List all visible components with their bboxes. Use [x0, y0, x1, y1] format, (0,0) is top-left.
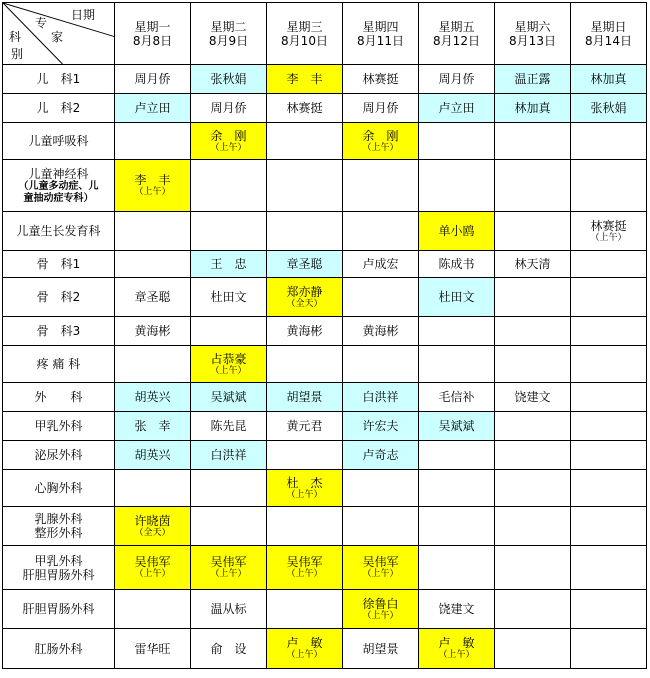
table-row [3, 123, 647, 160]
doctor-cell [267, 412, 343, 441]
doctor-name: 余 刚 [210, 128, 247, 143]
doctor-cell [343, 546, 419, 590]
doctor-cell [191, 441, 267, 470]
department-name: 肝胆胃肠外科 [22, 602, 95, 616]
empty-cell [495, 590, 571, 629]
empty-cell [191, 160, 267, 212]
doctor-name: 林天清 [514, 257, 551, 271]
date-label: 8月14日 [585, 33, 632, 48]
session-label: （全天） [134, 527, 171, 538]
doctor-name: 林赛挺 [286, 101, 323, 115]
table-row [3, 629, 647, 669]
doctor-name: 章圣聪 [286, 257, 323, 271]
empty-cell [419, 346, 495, 383]
doctor-name: 余 刚 [362, 128, 399, 143]
department-name: 儿 科2 [36, 101, 81, 115]
date-label: 8月11日 [357, 33, 404, 48]
doctor-name: 黄海彬 [362, 324, 399, 338]
session-label: （上午） [286, 650, 323, 660]
session-label: （上午） [362, 610, 399, 621]
department-name: 儿童神经科 [28, 166, 89, 181]
department-cell [3, 251, 115, 278]
empty-cell [267, 441, 343, 470]
doctor-name: 王 忠 [210, 257, 247, 271]
corner-expert-label-1: 专 [35, 16, 48, 30]
doctor-name: 吴斌斌 [210, 390, 247, 404]
empty-cell [495, 317, 571, 346]
doctor-cell [191, 412, 267, 441]
empty-cell [419, 546, 495, 590]
department-name: 儿童生长发育科 [16, 224, 101, 238]
department-name: 肛肠外科 [34, 641, 83, 656]
doctor-cell [343, 251, 419, 278]
doctor-name: 张秋娟 [590, 101, 627, 115]
doctor-name: 卢立田 [438, 101, 475, 115]
doctor-name: 雷华旺 [134, 641, 171, 656]
empty-cell [267, 507, 343, 546]
doctor-name: 林赛挺 [590, 218, 627, 233]
doctor-cell [495, 65, 571, 94]
doctor-name: 白洪祥 [210, 448, 247, 462]
session-label: （上午） [134, 187, 171, 197]
doctor-name: 陈先昆 [210, 419, 247, 433]
department-cell [3, 412, 115, 441]
corner-header [3, 3, 115, 65]
doctor-cell [191, 629, 267, 669]
doctor-name: 陈成书 [438, 257, 475, 271]
department-name: 泌尿外科 [34, 448, 83, 462]
schedule-body [3, 65, 647, 669]
doctor-cell [267, 65, 343, 94]
doctor-cell [419, 383, 495, 412]
doctor-cell [115, 278, 191, 317]
empty-cell [571, 346, 647, 383]
empty-cell [191, 470, 267, 507]
doctor-cell [343, 383, 419, 412]
corner-date-label: 日期 [71, 8, 96, 22]
doctor-cell [267, 94, 343, 123]
department-cell [3, 546, 115, 590]
doctor-name: 周月侨 [134, 72, 171, 86]
doctor-name: 卢 敏 [438, 636, 475, 650]
empty-cell [495, 546, 571, 590]
empty-cell [571, 629, 647, 669]
weekday-label: 星期日 [590, 19, 627, 34]
table-row [3, 251, 647, 278]
doctor-name: 吴伟军 [362, 555, 399, 569]
day-header [343, 3, 419, 65]
date-label: 8月13日 [509, 33, 556, 48]
doctor-cell [191, 94, 267, 123]
doctor-name: 卢成宏 [362, 257, 399, 271]
session-label: （上午） [134, 569, 171, 579]
date-label: 8月10日 [281, 33, 328, 48]
doctor-name: 林加真 [514, 101, 551, 115]
corner-expert-label-2: 家 [51, 30, 64, 44]
department-name: 骨 科3 [36, 324, 81, 338]
doctor-cell [115, 94, 191, 123]
department-cell [3, 123, 115, 160]
doctor-name: 李 丰 [286, 72, 323, 86]
department-subtitle: （儿童多动症、儿 [18, 180, 99, 192]
empty-cell [115, 470, 191, 507]
doctor-cell [191, 278, 267, 317]
doctor-cell [267, 317, 343, 346]
empty-cell [495, 160, 571, 212]
doctor-cell [419, 251, 495, 278]
doctor-name: 林赛挺 [362, 72, 399, 86]
empty-cell [571, 160, 647, 212]
session-label: （全天） [286, 298, 323, 309]
department-cell [3, 383, 115, 412]
doctor-name: 徐鲁白 [362, 596, 399, 611]
session-label: （上午） [210, 365, 247, 376]
corner-dept-label-1: 科 [9, 30, 22, 44]
empty-cell [495, 507, 571, 546]
doctor-name: 许宏夫 [362, 419, 399, 433]
department-name: 儿童呼吸科 [28, 134, 89, 148]
department-cell [3, 507, 115, 546]
doctor-name: 黄海彬 [286, 324, 323, 338]
empty-cell [191, 317, 267, 346]
doctor-name: 胡英兴 [134, 390, 171, 404]
doctor-name: 温正露 [514, 72, 551, 86]
empty-cell [571, 123, 647, 160]
doctor-cell [115, 629, 191, 669]
doctor-cell [571, 65, 647, 94]
session-label: （上午） [590, 232, 627, 243]
table-row [3, 346, 647, 383]
date-label: 8月8日 [132, 33, 173, 48]
doctor-name: 杜田文 [438, 290, 475, 304]
empty-cell [115, 590, 191, 629]
department-cell [3, 470, 115, 507]
table-row [3, 65, 647, 94]
empty-cell [267, 590, 343, 629]
doctor-cell [343, 629, 419, 669]
doctor-cell [343, 94, 419, 123]
empty-cell [419, 441, 495, 470]
table-row [3, 278, 647, 317]
day-header [191, 3, 267, 65]
doctor-cell [495, 251, 571, 278]
doctor-cell [343, 441, 419, 470]
empty-cell [571, 470, 647, 507]
doctor-cell [115, 317, 191, 346]
empty-cell [343, 346, 419, 383]
doctor-cell [419, 94, 495, 123]
doctor-cell [267, 383, 343, 412]
department-cell [3, 160, 115, 212]
doctor-cell [343, 412, 419, 441]
weekday-label: 星期一 [134, 19, 171, 34]
empty-cell [495, 278, 571, 317]
doctor-cell [115, 546, 191, 590]
doctor-name: 卢 敏 [286, 636, 323, 650]
empty-cell [419, 317, 495, 346]
department-name: 乳腺外科 [34, 512, 83, 526]
doctor-cell [191, 65, 267, 94]
doctor-name: 杜田文 [210, 290, 247, 304]
doctor-cell [419, 65, 495, 94]
doctor-name: 吴伟军 [134, 555, 171, 569]
doctor-cell [267, 470, 343, 507]
department-name: 骨 科2 [36, 290, 81, 304]
department-name-line2: 肝胆胃肠外科 [22, 567, 95, 582]
empty-cell [191, 212, 267, 251]
doctor-name: 占恭豪 [210, 351, 247, 366]
empty-cell [267, 212, 343, 251]
doctor-name: 李 丰 [134, 173, 171, 187]
doctor-cell [191, 251, 267, 278]
doctor-name: 俞 设 [210, 641, 247, 656]
doctor-cell [343, 590, 419, 629]
empty-cell [115, 123, 191, 160]
doctor-name: 饶建文 [514, 390, 551, 404]
doctor-cell [571, 94, 647, 123]
session-label: （上午） [438, 650, 475, 660]
doctor-name: 卢立田 [134, 101, 171, 115]
doctor-cell [419, 590, 495, 629]
department-name: 心胸外科 [34, 481, 83, 495]
doctor-name: 温从标 [210, 602, 247, 616]
department-cell [3, 278, 115, 317]
empty-cell [495, 470, 571, 507]
doctor-cell [343, 317, 419, 346]
department-cell [3, 94, 115, 123]
session-label: （上午） [362, 142, 399, 153]
empty-cell [571, 546, 647, 590]
table-row [3, 441, 647, 470]
doctor-cell [191, 546, 267, 590]
doctor-cell [115, 383, 191, 412]
department-name-line2: 整形外科 [34, 526, 83, 540]
empty-cell [343, 160, 419, 212]
empty-cell [343, 507, 419, 546]
empty-cell [571, 278, 647, 317]
doctor-name: 黄海彬 [134, 324, 171, 338]
table-row [3, 546, 647, 590]
empty-cell [267, 346, 343, 383]
doctor-name: 吴伟军 [210, 555, 247, 569]
doctor-name: 吴斌斌 [438, 419, 475, 433]
empty-cell [495, 629, 571, 669]
doctor-name: 胡英兴 [134, 448, 171, 462]
doctor-cell [115, 441, 191, 470]
session-label: （上午） [286, 489, 323, 500]
doctor-name: 胡望景 [286, 390, 323, 404]
empty-cell [267, 123, 343, 160]
doctor-name: 卢奇志 [362, 448, 399, 462]
doctor-name: 周月侨 [362, 101, 399, 115]
empty-cell [571, 251, 647, 278]
doctor-cell [267, 278, 343, 317]
empty-cell [115, 346, 191, 383]
doctor-name: 许晓茵 [134, 513, 171, 528]
header-row [3, 3, 647, 65]
date-label: 8月12日 [433, 33, 480, 48]
doctor-cell [419, 212, 495, 251]
empty-cell [419, 123, 495, 160]
doctor-cell [191, 123, 267, 160]
doctor-name: 黄元君 [286, 419, 323, 433]
empty-cell [343, 470, 419, 507]
doctor-name: 周月侨 [438, 72, 475, 86]
doctor-name: 张秋娟 [210, 72, 247, 86]
doctor-cell [267, 629, 343, 669]
table-row [3, 470, 647, 507]
doctor-cell [115, 412, 191, 441]
empty-cell [571, 412, 647, 441]
doctor-cell [495, 383, 571, 412]
table-row [3, 412, 647, 441]
weekday-label: 星期三 [286, 19, 323, 34]
empty-cell [571, 383, 647, 412]
department-name: 儿 科1 [36, 72, 81, 86]
doctor-cell [267, 251, 343, 278]
table-row [3, 317, 647, 346]
weekday-label: 星期五 [438, 19, 475, 34]
empty-cell [343, 278, 419, 317]
doctor-cell [571, 212, 647, 251]
doctor-name: 吴伟军 [286, 555, 323, 569]
doctor-cell [419, 629, 495, 669]
session-label: （上午） [286, 569, 323, 579]
empty-cell [495, 346, 571, 383]
doctor-name: 郑亦静 [286, 284, 323, 299]
session-label: （上午） [210, 142, 247, 153]
department-cell [3, 65, 115, 94]
department-cell [3, 212, 115, 251]
empty-cell [115, 212, 191, 251]
doctor-name: 章圣聪 [134, 290, 171, 304]
department-cell [3, 629, 115, 669]
department-cell [3, 441, 115, 470]
corner-dept-label-2: 别 [11, 47, 24, 61]
empty-cell [115, 251, 191, 278]
doctor-name: 胡望景 [362, 641, 399, 656]
day-header [419, 3, 495, 65]
department-cell [3, 346, 115, 383]
department-name: 骨 科1 [36, 257, 81, 271]
table-row [3, 160, 647, 212]
table-row [3, 507, 647, 546]
doctor-cell [343, 65, 419, 94]
empty-cell [419, 470, 495, 507]
weekday-label: 星期六 [514, 19, 551, 34]
department-name: 甲乳外科 [34, 419, 83, 433]
day-header [571, 3, 647, 65]
schedule-table [2, 2, 647, 669]
department-name: 疼 痛 科 [36, 357, 81, 371]
doctor-name: 毛信补 [438, 390, 475, 404]
doctor-name: 林加真 [590, 72, 627, 86]
doctor-name: 张 幸 [134, 419, 171, 433]
weekday-label: 星期四 [362, 19, 399, 34]
doctor-cell [419, 278, 495, 317]
empty-cell [571, 590, 647, 629]
doctor-name: 周月侨 [210, 101, 247, 115]
weekday-label: 星期二 [210, 19, 247, 34]
table-row [3, 94, 647, 123]
empty-cell [495, 412, 571, 441]
table-row [3, 212, 647, 251]
doctor-cell [343, 123, 419, 160]
empty-cell [267, 160, 343, 212]
doctor-name: 饶建文 [438, 602, 475, 616]
doctor-name: 单小鸥 [438, 224, 475, 238]
table-row [3, 590, 647, 629]
empty-cell [571, 317, 647, 346]
empty-cell [495, 123, 571, 160]
doctor-cell [191, 346, 267, 383]
empty-cell [419, 507, 495, 546]
empty-cell [571, 441, 647, 470]
doctor-cell [419, 412, 495, 441]
day-header [115, 3, 191, 65]
doctor-cell [191, 590, 267, 629]
empty-cell [495, 441, 571, 470]
department-cell [3, 317, 115, 346]
doctor-name: 杜 杰 [286, 475, 323, 490]
department-subtitle: 童抽动症专科） [23, 192, 94, 204]
session-label: （上午） [362, 569, 399, 579]
doctor-cell [115, 65, 191, 94]
date-label: 8月9日 [208, 33, 249, 48]
empty-cell [191, 507, 267, 546]
session-label: （上午） [210, 569, 247, 579]
empty-cell [495, 212, 571, 251]
doctor-name: 白洪祥 [362, 390, 399, 404]
day-header [495, 3, 571, 65]
table-row [3, 383, 647, 412]
doctor-cell [115, 160, 191, 212]
empty-cell [419, 160, 495, 212]
empty-cell [343, 212, 419, 251]
doctor-cell [495, 94, 571, 123]
doctor-cell [115, 507, 191, 546]
day-header [267, 3, 343, 65]
department-cell [3, 590, 115, 629]
department-name: 外 科 [34, 390, 83, 404]
department-name: 甲乳外科 [34, 553, 83, 568]
doctor-cell [191, 383, 267, 412]
empty-cell [571, 507, 647, 546]
doctor-cell [267, 546, 343, 590]
